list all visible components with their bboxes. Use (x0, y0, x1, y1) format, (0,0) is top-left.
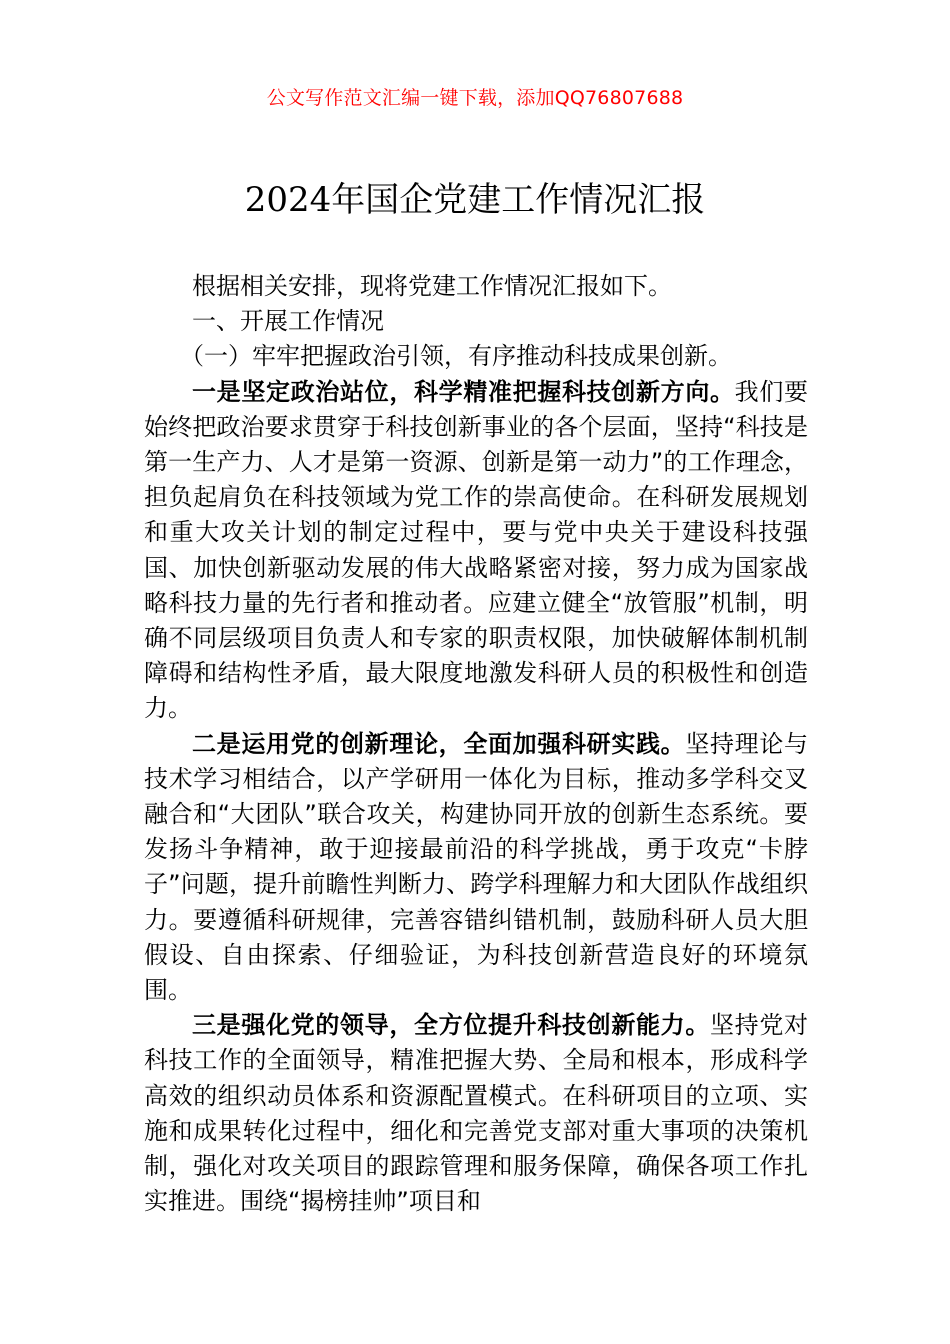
body-paragraph-2 (144, 727, 808, 1009)
paragraph-text: 坚持理论与技术学习相结合，以产学研用一体化为目标，推动多学科交叉融合和“大团队”联合攻关，构建协同开放的创新生态系统。要发扬斗争精神，敢于迎接最前沿的科学挑战，勇于攻克“卡脖子”问题，提升前瞻性判断力、跨学科理解力和大团队作战组织力。要遵循科研规律，完善容错纠错机制，鼓励科研人员大胆假设、自由探索、仔细验证，为科技创新营造良好的环境氛围。 (144, 729, 809, 1005)
intro-paragraph: 根据相关安排，现将党建工作情况汇报如下。 (192, 272, 672, 300)
document-title: 2024年国企党建工作情况汇报 (244, 180, 706, 220)
section-heading: 一、开展工作情况 (192, 307, 384, 336)
paragraph-lead: 三是强化党的领导，全方位提升科技创新能力。 (192, 1011, 710, 1040)
body-paragraph-1 (144, 375, 808, 727)
paragraph-lead: 一是坚定政治站位，科学精准把握科技创新方向。 (192, 377, 735, 406)
document-body (144, 269, 808, 1219)
subsection-heading: （一）牢牢把握政治引领，有序推动科技成果创新。 (180, 342, 732, 371)
paragraph-text: 我们要始终把政治要求贯穿于科技创新事业的各个层面，坚持“科技是第一生产力、人才是第一资源、创新是第一动力”的工作理念，担负起肩负在科技领域为党工作的崇高使命。在科研发展规划和重大攻关计划的制定过程中，要与党中央关于建设科技强国、加快创新驱动发展的伟大战略紧密对接，努力成为国家战略科技力量的先行者和推动者。应建立健全“放管服”机制，明确不同层级项目负责人和专家的职责权限，加快破解体制机制障碍和结构性矛盾，最大限度地激发科研人员的积极性和创造力。 (144, 377, 809, 723)
promo-header-note: 公文写作范文汇编一键下载，添加QQ76807688 (266, 87, 684, 109)
body-paragraph-3 (144, 1008, 808, 1219)
paragraph-lead: 二是运用党的创新理论，全面加强科研实践。 (192, 729, 686, 758)
paragraph-text: 坚持党对科技工作的全面领导，精准把握大势、全局和根本，形成科学高效的组织动员体系和资源配置模式。在科研项目的立项、实施和成果转化过程中，细化和完善党支部对重大事项的决策机制，强化对攻关项目的跟踪管理和服务保障，确保各项工作扎实推进。围绕“揭榜挂帅”项目和 (144, 1011, 808, 1216)
